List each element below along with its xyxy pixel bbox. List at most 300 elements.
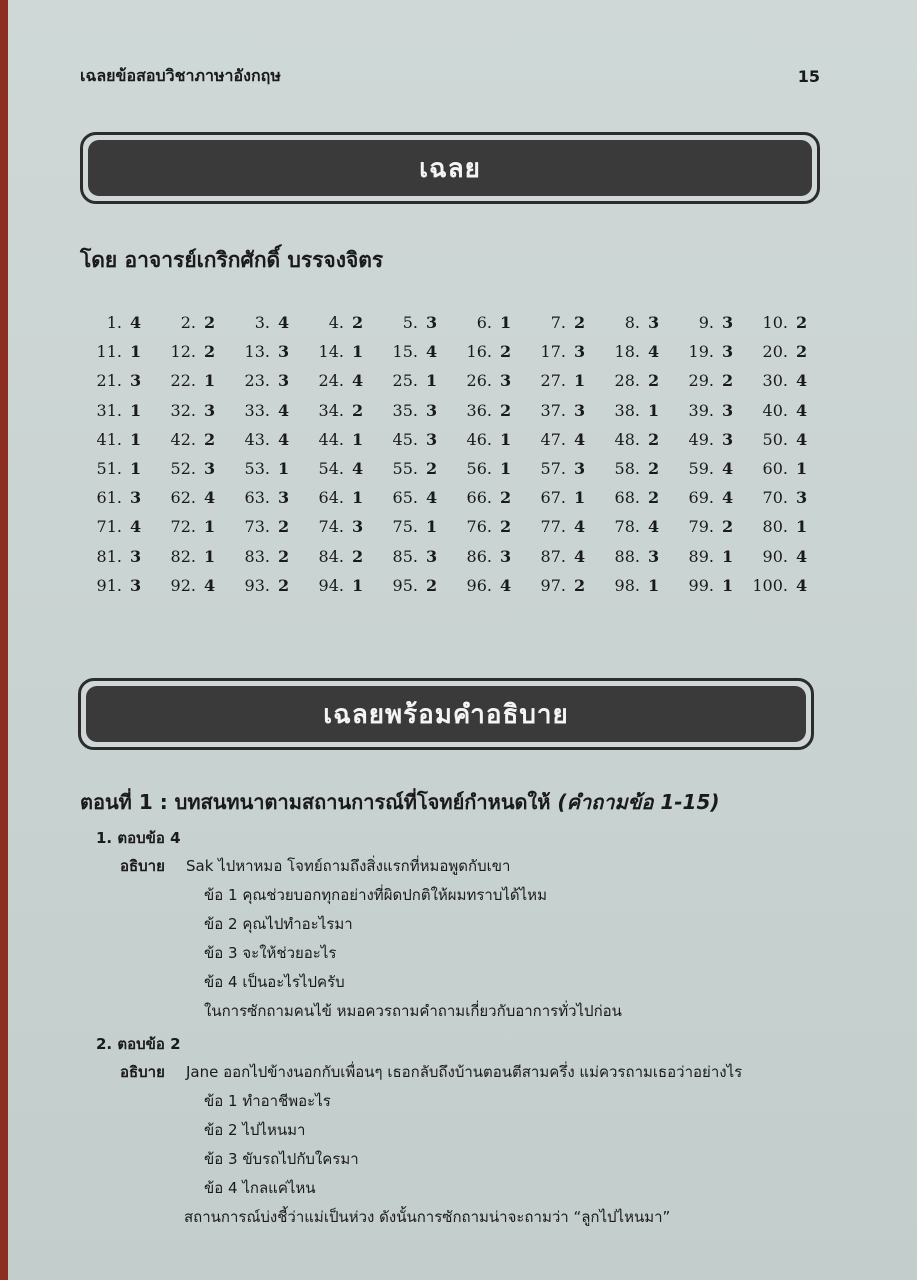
question-number: 40. xyxy=(762,400,788,420)
answer-cell xyxy=(302,313,376,332)
answer-cell xyxy=(154,401,228,420)
answer-choice: 3 xyxy=(722,400,734,420)
answer-cell xyxy=(302,430,376,449)
question-number: 90. xyxy=(762,546,788,566)
question-number: 18. xyxy=(614,342,640,362)
answer-cell xyxy=(228,371,302,390)
question-number: 71. xyxy=(96,517,122,537)
answer-choice: 4 xyxy=(796,429,808,449)
answer-row xyxy=(80,542,820,571)
answer-choice: 1 xyxy=(204,517,216,537)
answer-choice: 2 xyxy=(500,342,512,362)
question-number: 20. xyxy=(762,342,788,362)
answer-choice: 1 xyxy=(352,488,364,508)
answer-cell xyxy=(450,459,524,478)
answer-choice: 3 xyxy=(130,546,142,566)
answer-cell xyxy=(672,401,746,420)
answer-choice: 1 xyxy=(648,575,660,595)
answer-cell xyxy=(80,342,154,361)
answer-cell xyxy=(598,459,672,478)
answer-choice: 3 xyxy=(722,342,734,362)
answer-cell xyxy=(524,430,598,449)
question-number: 45. xyxy=(392,429,418,449)
answer-cell xyxy=(302,459,376,478)
answer-cell xyxy=(154,576,228,595)
answer-choice: 2 xyxy=(500,517,512,537)
question-number: 17. xyxy=(540,342,566,362)
part-heading-range: (คำถามข้อ 1-15) xyxy=(557,790,720,814)
answer-cell xyxy=(228,342,302,361)
question-number: 19. xyxy=(688,342,714,362)
answer-cell xyxy=(672,313,746,332)
answer-choice: 1 xyxy=(500,459,512,479)
answer-cell xyxy=(80,488,154,507)
question-explanation xyxy=(96,1030,796,1232)
question-number: 56. xyxy=(466,459,492,479)
page-edge xyxy=(0,0,8,1280)
answer-cell xyxy=(672,488,746,507)
question-number: 22. xyxy=(170,371,196,391)
question-number: 84. xyxy=(318,546,344,566)
question-number: 13. xyxy=(244,342,270,362)
question-number: 39. xyxy=(688,400,714,420)
question-number: 82. xyxy=(170,546,196,566)
question-number: 92. xyxy=(170,575,196,595)
question-number: 99. xyxy=(688,575,714,595)
part-heading-text: ตอนที่ 1 : บทสนทนาตามสถานการณ์ที่โจทย์กำหนดให้ xyxy=(80,790,551,814)
answer-cell xyxy=(598,547,672,566)
answer-choice: 1 xyxy=(648,400,660,420)
answer-cell xyxy=(598,488,672,507)
question-number: 23. xyxy=(244,371,270,391)
question-number: 73. xyxy=(244,517,270,537)
question-number: 29. xyxy=(688,371,714,391)
answer-row xyxy=(80,483,820,512)
answer-row xyxy=(80,571,820,600)
answer-row xyxy=(80,308,820,337)
answer-cell xyxy=(154,342,228,361)
answer-cell xyxy=(228,401,302,420)
answer-cell xyxy=(302,517,376,536)
answer-choice: 4 xyxy=(352,459,364,479)
option-line: ข้อ 3 จะให้ช่วยอะไร xyxy=(204,944,337,962)
answer-cell xyxy=(80,401,154,420)
answer-cell xyxy=(746,459,820,478)
answer-cell xyxy=(302,342,376,361)
answer-cell xyxy=(154,313,228,332)
answer-choice: 2 xyxy=(426,459,438,479)
answer-choice: 4 xyxy=(278,400,290,420)
answer-choice: 4 xyxy=(796,546,808,566)
question-number: 26. xyxy=(466,371,492,391)
answer-cell xyxy=(450,517,524,536)
answer-cell xyxy=(672,430,746,449)
question-number: 66. xyxy=(466,488,492,508)
question-number: 50. xyxy=(762,429,788,449)
answer-choice: 4 xyxy=(796,400,808,420)
page-number: 15 xyxy=(797,67,820,86)
option-line: ข้อ 4 ไกลแค่ไหน xyxy=(204,1179,316,1197)
question-number: 79. xyxy=(688,517,714,537)
answer-cell xyxy=(672,342,746,361)
answer-cell xyxy=(746,547,820,566)
answer-cell xyxy=(524,313,598,332)
explanation-row xyxy=(96,1058,796,1087)
question-number: 54. xyxy=(318,459,344,479)
answer-cell xyxy=(672,459,746,478)
answer-choice: 4 xyxy=(648,517,660,537)
question-number: 30. xyxy=(762,371,788,391)
question-number: 47. xyxy=(540,429,566,449)
question-number: 41. xyxy=(96,429,122,449)
answer-choice: 3 xyxy=(426,546,438,566)
answer-choice: 2 xyxy=(648,459,660,479)
answer-cell xyxy=(376,459,450,478)
answer-cell xyxy=(598,430,672,449)
answer-choice: 1 xyxy=(500,313,512,333)
answer-choice: 2 xyxy=(574,313,586,333)
question-number: 12. xyxy=(170,342,196,362)
answer-cell xyxy=(154,371,228,390)
answer-choice: 3 xyxy=(796,488,808,508)
answer-cell xyxy=(450,313,524,332)
explanation-banner xyxy=(78,678,814,750)
answer-choice: 2 xyxy=(500,488,512,508)
author-line: โดย อาจารย์เกริกศักดิ์ บรรจงจิตร xyxy=(80,248,384,272)
question-number: 61. xyxy=(96,488,122,508)
question-number: 96. xyxy=(466,575,492,595)
answer-choice: 1 xyxy=(352,342,364,362)
answer-choice: 4 xyxy=(574,546,586,566)
question-number: 86. xyxy=(466,546,492,566)
answer-cell xyxy=(80,459,154,478)
answer-row xyxy=(80,512,820,541)
answer-choice: 2 xyxy=(648,371,660,391)
question-number: 63. xyxy=(244,488,270,508)
option-line: ข้อ 1 คุณช่วยบอกทุกอย่างที่ผิดปกติให้ผมทราบได้ไหม xyxy=(204,886,547,904)
answer-cell xyxy=(302,547,376,566)
question-number: 42. xyxy=(170,429,196,449)
answer-choice: 4 xyxy=(352,371,364,391)
answer-choice: 1 xyxy=(352,429,364,449)
option-line: ข้อ 2 ไปไหนมา xyxy=(204,1121,306,1139)
answer-cell xyxy=(376,576,450,595)
answer-choice: 1 xyxy=(722,575,734,595)
answer-choice: 2 xyxy=(500,400,512,420)
answer-cell xyxy=(154,459,228,478)
answer-cell xyxy=(302,576,376,595)
answer-cell xyxy=(302,401,376,420)
answer-cell xyxy=(524,547,598,566)
answer-cell xyxy=(598,401,672,420)
question-answer: 1. ตอบข้อ 4 xyxy=(96,829,181,847)
question-number: 65. xyxy=(392,488,418,508)
answer-choice: 2 xyxy=(722,371,734,391)
answer-choice: 4 xyxy=(648,342,660,362)
answer-banner xyxy=(80,132,820,204)
option-line: ข้อ 2 คุณไปทำอะไรมา xyxy=(204,915,353,933)
answer-cell xyxy=(376,430,450,449)
answer-choice: 3 xyxy=(648,546,660,566)
answer-choice: 1 xyxy=(574,371,586,391)
question-number: 49. xyxy=(688,429,714,449)
answer-choice: 4 xyxy=(796,575,808,595)
answer-cell xyxy=(524,401,598,420)
answer-cell xyxy=(376,401,450,420)
question-number: 3. xyxy=(254,313,270,333)
answer-choice: 1 xyxy=(796,517,808,537)
question-number: 95. xyxy=(392,575,418,595)
question-number: 87. xyxy=(540,546,566,566)
question-number: 67. xyxy=(540,488,566,508)
answer-cell xyxy=(450,547,524,566)
answer-choice: 2 xyxy=(796,342,808,362)
question-number: 78. xyxy=(614,517,640,537)
answer-choice: 3 xyxy=(426,429,438,449)
question-number: 16. xyxy=(466,342,492,362)
answer-cell xyxy=(598,371,672,390)
question-number: 27. xyxy=(540,371,566,391)
question-number: 100. xyxy=(752,575,788,595)
question-number: 25. xyxy=(392,371,418,391)
answer-cell xyxy=(450,488,524,507)
answer-choice: 3 xyxy=(574,459,586,479)
answer-choice: 3 xyxy=(574,400,586,420)
answer-choice: 4 xyxy=(278,429,290,449)
answer-cell xyxy=(302,488,376,507)
question-number: 35. xyxy=(392,400,418,420)
answer-cell xyxy=(598,313,672,332)
answer-choice: 1 xyxy=(130,459,142,479)
question-number: 80. xyxy=(762,517,788,537)
question-number: 36. xyxy=(466,400,492,420)
answer-choice: 3 xyxy=(648,313,660,333)
answer-choice: 3 xyxy=(204,400,216,420)
answer-choice: 3 xyxy=(204,459,216,479)
question-number: 89. xyxy=(688,546,714,566)
answer-cell xyxy=(746,517,820,536)
question-number: 75. xyxy=(392,517,418,537)
question-number: 64. xyxy=(318,488,344,508)
answer-row xyxy=(80,454,820,483)
answer-cell xyxy=(154,430,228,449)
answer-row xyxy=(80,337,820,366)
answer-choice: 1 xyxy=(204,546,216,566)
answer-choice: 2 xyxy=(278,517,290,537)
answer-cell xyxy=(376,371,450,390)
answer-row xyxy=(80,425,820,454)
answer-choice: 3 xyxy=(500,546,512,566)
answer-cell xyxy=(524,488,598,507)
answer-choice: 3 xyxy=(278,488,290,508)
question-number: 76. xyxy=(466,517,492,537)
question-number: 31. xyxy=(96,400,122,420)
question-number: 93. xyxy=(244,575,270,595)
answer-cell xyxy=(746,430,820,449)
answer-choice: 1 xyxy=(130,429,142,449)
option-line: ข้อ 3 ขับรถไปกับใครมา xyxy=(204,1150,359,1168)
answer-cell xyxy=(80,430,154,449)
question-number: 32. xyxy=(170,400,196,420)
answer-cell xyxy=(228,430,302,449)
answer-banner-title: เฉลย xyxy=(88,140,812,196)
explanation-row xyxy=(96,852,796,881)
question-number: 21. xyxy=(96,371,122,391)
question-number: 46. xyxy=(466,429,492,449)
answer-cell xyxy=(450,371,524,390)
answer-cell xyxy=(80,517,154,536)
answer-choice: 3 xyxy=(722,313,734,333)
answer-choice: 4 xyxy=(204,575,216,595)
answer-cell xyxy=(746,371,820,390)
answer-cell xyxy=(524,371,598,390)
answer-cell xyxy=(746,576,820,595)
answer-cell xyxy=(376,342,450,361)
option-line: ข้อ 1 ทำอาชีพอะไร xyxy=(204,1092,331,1110)
explanation-conclusion: ในการซักถามคนไข้ หมอควรถามคำถามเกี่ยวกับอาการทั่วไปก่อน xyxy=(204,1002,622,1020)
question-number: 53. xyxy=(244,459,270,479)
answer-choice: 1 xyxy=(722,546,734,566)
explanation-intro: Sak ไปหาหมอ โจทย์ถามถึงสิ่งแรกที่หมอพูดกับเขา xyxy=(186,857,511,875)
answer-row xyxy=(80,366,820,395)
question-answer: 2. ตอบข้อ 2 xyxy=(96,1035,181,1053)
answer-choice: 1 xyxy=(130,342,142,362)
answer-choice: 4 xyxy=(426,488,438,508)
answer-cell xyxy=(228,576,302,595)
answer-cell xyxy=(672,576,746,595)
answer-cell xyxy=(228,488,302,507)
explanation-intro: Jane ออกไปข้างนอกกับเพื่อนๆ เธอกลับถึงบ้านตอนตีสามครึ่ง แม่ควรถามเธอว่าอย่างไร xyxy=(186,1063,743,1081)
answer-choice: 1 xyxy=(130,400,142,420)
answer-choice: 3 xyxy=(130,488,142,508)
answer-choice: 2 xyxy=(352,313,364,333)
answer-cell xyxy=(598,342,672,361)
answer-choice: 2 xyxy=(278,546,290,566)
answer-cell xyxy=(746,342,820,361)
answer-cell xyxy=(524,459,598,478)
answer-cell xyxy=(376,313,450,332)
answer-choice: 4 xyxy=(722,459,734,479)
answer-choice: 2 xyxy=(648,429,660,449)
answer-choice: 4 xyxy=(278,313,290,333)
answer-cell xyxy=(80,313,154,332)
answer-choice: 4 xyxy=(130,517,142,537)
answer-row xyxy=(80,396,820,425)
question-number: 8. xyxy=(624,313,640,333)
answer-cell xyxy=(746,401,820,420)
question-number: 37. xyxy=(540,400,566,420)
answer-choice: 2 xyxy=(278,575,290,595)
part-heading xyxy=(80,786,720,818)
answer-choice: 4 xyxy=(500,575,512,595)
question-number: 94. xyxy=(318,575,344,595)
answer-choice: 4 xyxy=(574,429,586,449)
question-number: 38. xyxy=(614,400,640,420)
answer-choice: 2 xyxy=(204,429,216,449)
running-header xyxy=(80,64,820,89)
answer-choice: 4 xyxy=(204,488,216,508)
answer-cell xyxy=(450,401,524,420)
question-number: 88. xyxy=(614,546,640,566)
answer-choice: 3 xyxy=(130,371,142,391)
answer-choice: 3 xyxy=(426,400,438,420)
answer-cell xyxy=(228,459,302,478)
answer-cell xyxy=(228,313,302,332)
answer-choice: 3 xyxy=(278,371,290,391)
answer-cell xyxy=(672,517,746,536)
answer-cell xyxy=(154,517,228,536)
explanation-label: อธิบาย xyxy=(120,1063,165,1081)
question-number: 28. xyxy=(614,371,640,391)
answer-choice: 1 xyxy=(426,371,438,391)
answer-choice: 4 xyxy=(574,517,586,537)
option-line: ข้อ 4 เป็นอะไรไปครับ xyxy=(204,973,345,991)
answer-choice: 4 xyxy=(130,313,142,333)
explanation-label: อธิบาย xyxy=(120,857,165,875)
question-number: 59. xyxy=(688,459,714,479)
answer-cell xyxy=(672,547,746,566)
question-number: 81. xyxy=(96,546,122,566)
answer-choice: 3 xyxy=(500,371,512,391)
question-number: 55. xyxy=(392,459,418,479)
answer-choice: 2 xyxy=(204,313,216,333)
question-number: 69. xyxy=(688,488,714,508)
explanation-banner-title: เฉลยพร้อมคำอธิบาย xyxy=(86,686,806,742)
answer-cell xyxy=(524,517,598,536)
question-number: 33. xyxy=(244,400,270,420)
question-number: 44. xyxy=(318,429,344,449)
question-number: 70. xyxy=(762,488,788,508)
answer-cell xyxy=(524,576,598,595)
question-number: 62. xyxy=(170,488,196,508)
question-number: 24. xyxy=(318,371,344,391)
question-number: 43. xyxy=(244,429,270,449)
answer-choice: 2 xyxy=(352,546,364,566)
answer-cell xyxy=(524,342,598,361)
answer-choice: 4 xyxy=(722,488,734,508)
answer-cell xyxy=(376,547,450,566)
answer-choice: 1 xyxy=(426,517,438,537)
answer-cell xyxy=(598,517,672,536)
answer-cell xyxy=(746,488,820,507)
answer-cell xyxy=(450,430,524,449)
answer-cell xyxy=(228,547,302,566)
answer-cell xyxy=(450,342,524,361)
answer-choice: 3 xyxy=(426,313,438,333)
answer-cell xyxy=(376,488,450,507)
answer-cell xyxy=(450,576,524,595)
answer-choice: 2 xyxy=(648,488,660,508)
answer-choice: 1 xyxy=(796,459,808,479)
answer-choice: 3 xyxy=(278,342,290,362)
question-number: 5. xyxy=(402,313,418,333)
answer-cell xyxy=(672,371,746,390)
question-number: 85. xyxy=(392,546,418,566)
answer-cell xyxy=(746,313,820,332)
answer-choice: 4 xyxy=(426,342,438,362)
answer-choice: 3 xyxy=(722,429,734,449)
question-number: 74. xyxy=(318,517,344,537)
question-number: 57. xyxy=(540,459,566,479)
question-number: 48. xyxy=(614,429,640,449)
question-number: 9. xyxy=(698,313,714,333)
answer-choice: 3 xyxy=(352,517,364,537)
answer-choice: 2 xyxy=(426,575,438,595)
question-number: 52. xyxy=(170,459,196,479)
question-number: 91. xyxy=(96,575,122,595)
answer-choice: 1 xyxy=(204,371,216,391)
answer-choice: 2 xyxy=(574,575,586,595)
